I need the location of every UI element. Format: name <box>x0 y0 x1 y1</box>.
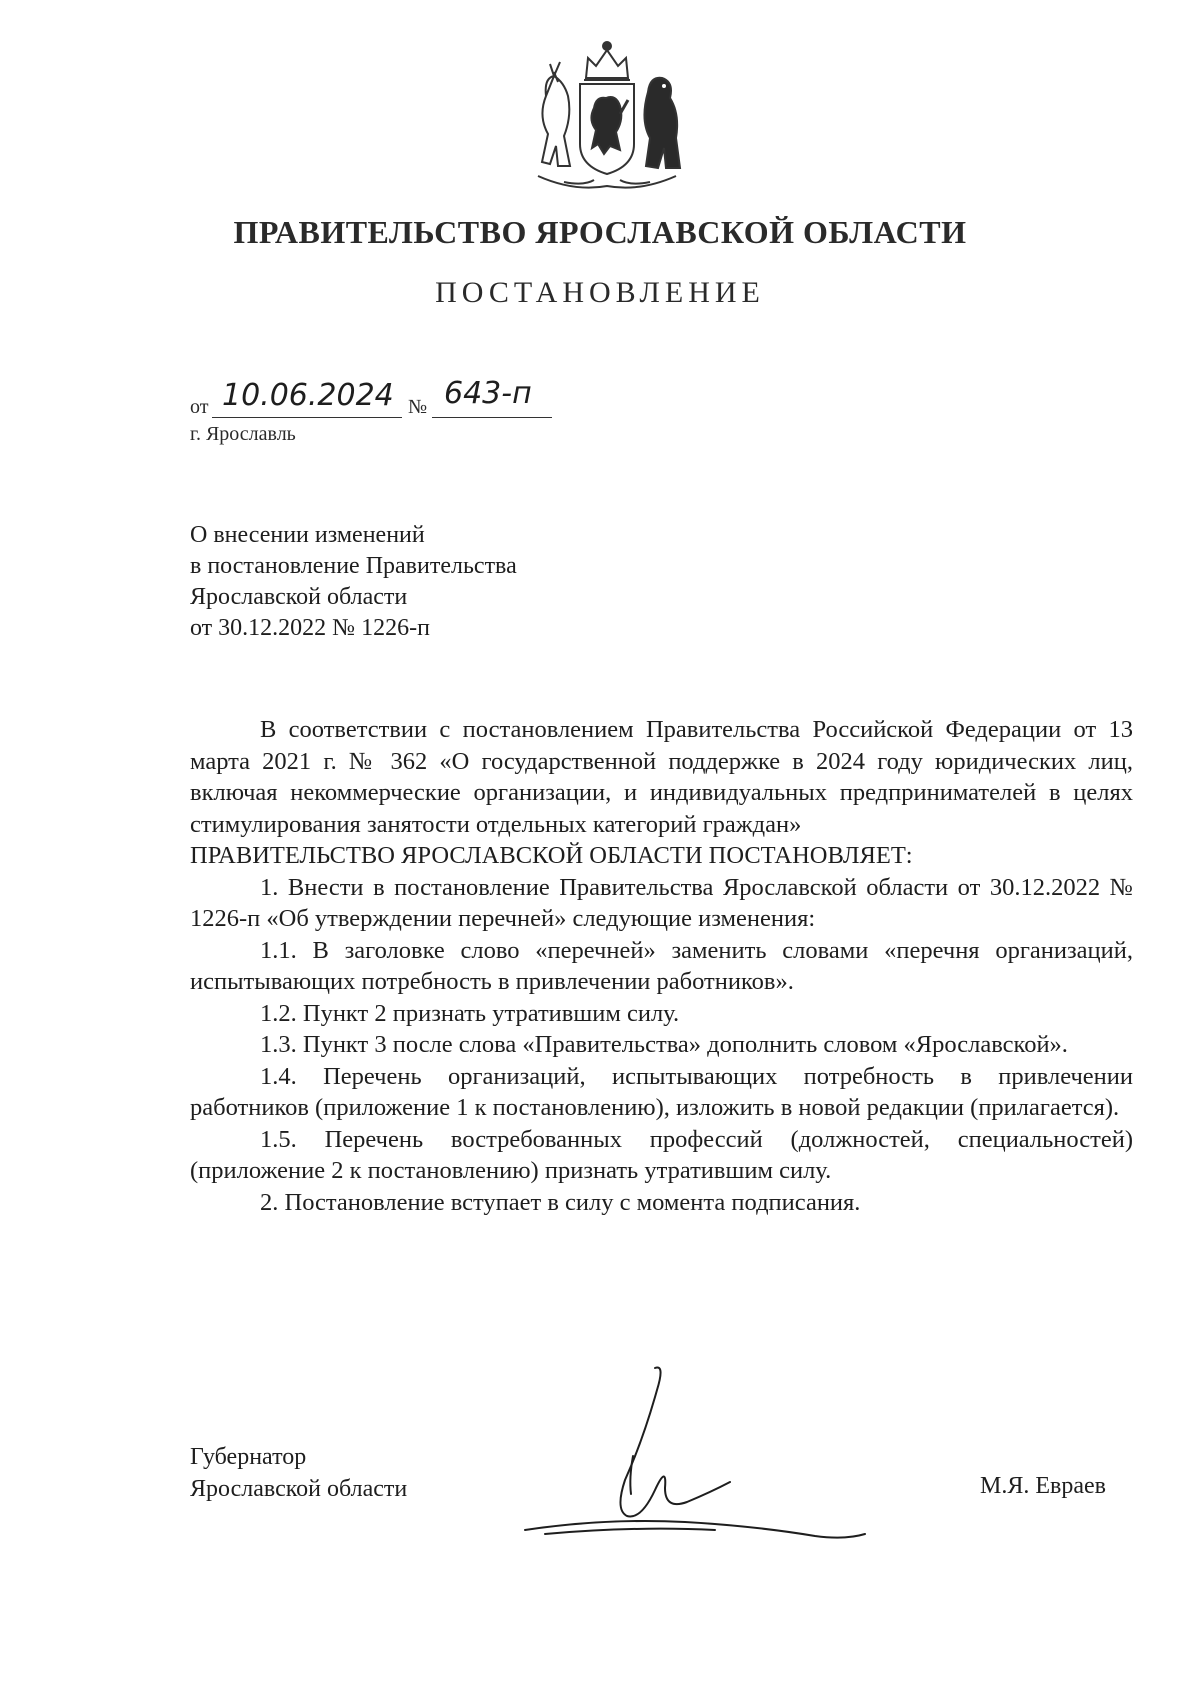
document-date: 10.06.2024 <box>222 378 394 413</box>
subject-line: в постановление Правительства <box>190 553 517 579</box>
signer-position <box>190 1441 407 1505</box>
item-1-4: 1.4. Перечень организаций, испытывающих потребность в привлечении работников (приложение 1 к постановлению), изложить в новой редакции (прилагается). <box>190 1062 1133 1121</box>
number-underline <box>432 417 552 418</box>
item-2: 2. Постановление вступает в силу с момента подписания. <box>260 1188 861 1216</box>
yaroslavl-coat-of-arms-icon <box>524 36 690 194</box>
item-1-3: 1.3. Пункт 3 после слова «Правительства» дополнить словом «Ярославской». <box>260 1031 1068 1058</box>
subject-line: от 30.12.2022 № 1226-п <box>190 615 430 641</box>
subject-line: О внесении изменений <box>190 522 425 548</box>
subject-line: Ярославской области <box>190 584 408 610</box>
preamble: В соответствии с постановлением Правительства Российской Федерации от 13 марта 2021 г. № 362 «О государственной поддержке в 2024 году юридических лиц, включая некоммерческие организации, и индивидуальных предпринимателей в целях стимулирования занятости отдельных категорий граждан» <box>190 716 1133 838</box>
document-subject <box>190 520 517 644</box>
signer-position-line: Губернатор <box>190 1444 307 1470</box>
item-1: 1. Внести в постановление Правительства Ярославской области от 30.12.2022 № 1226-п «Об утверждении перечней» следующие изменения: <box>190 873 1133 932</box>
handwritten-signature-icon <box>515 1360 895 1545</box>
document-body <box>190 714 1133 1218</box>
resolution-phrase: ПРАВИТЕЛЬСТВО ЯРОСЛАВСКОЙ ОБЛАСТИ ПОСТАНОВЛЯЕТ: <box>190 842 913 869</box>
date-prefix: от <box>190 396 209 418</box>
document-type: ПОСТАНОВЛЕНИЕ <box>435 276 765 309</box>
government-title: ПРАВИТЕЛЬСТВО ЯРОСЛАВСКОЙ ОБЛАСТИ <box>233 214 967 250</box>
signer-position-line: Ярославской области <box>190 1476 408 1502</box>
item-1-2: 1.2. Пункт 2 признать утратившим силу. <box>260 999 680 1027</box>
document-city: г. Ярославль <box>190 423 296 445</box>
item-1-5: 1.5. Перечень востребованных профессий (должностей, специальностей) (приложение 2 к постановлению) признать утратившим силу. <box>190 1125 1133 1184</box>
number-prefix: № <box>408 396 428 418</box>
signer-name: М.Я. Евраев <box>980 1473 1106 1499</box>
document-number: 643-п <box>444 376 532 411</box>
item-1-1: 1.1. В заголовке слово «перечней» заменить словами «перечня организаций, испытывающих потребность в привлечении работников». <box>190 936 1133 995</box>
date-underline <box>212 417 402 418</box>
